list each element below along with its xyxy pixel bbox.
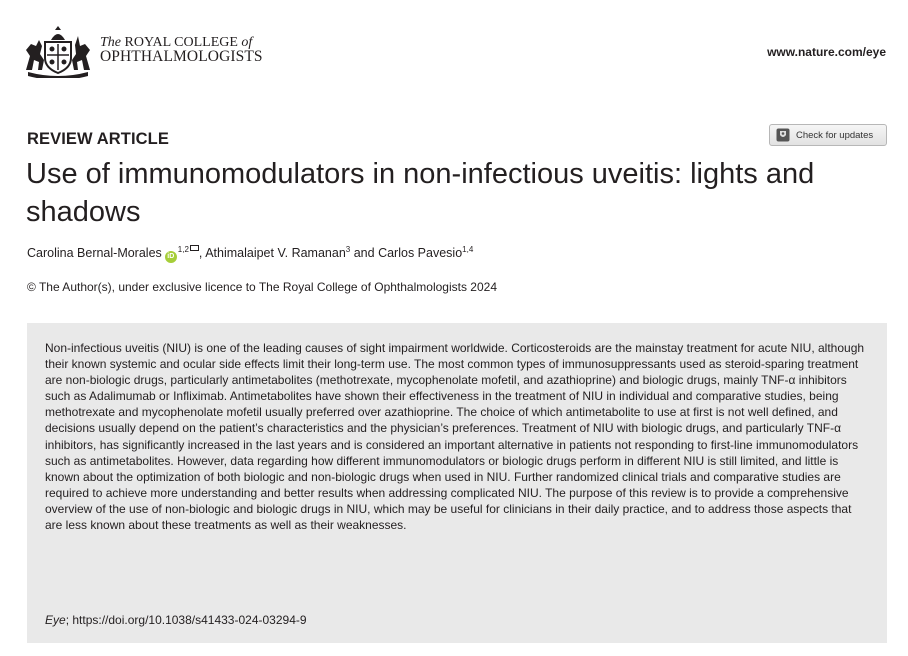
author-list bbox=[27, 245, 473, 263]
check-updates-label: Check for updates bbox=[796, 129, 874, 141]
journal-website-link[interactable]: www.nature.com/eye bbox=[767, 45, 886, 59]
author-affiliation: 1,2 bbox=[177, 244, 189, 254]
mail-icon[interactable] bbox=[190, 245, 199, 251]
article-title: Use of immunomodulators in non-infectious uveitis: lights and shadows bbox=[26, 158, 815, 228]
citation-doi[interactable]: ; https://doi.org/10.1038/s41433-024-03294-9 bbox=[65, 613, 307, 627]
article-type: REVIEW ARTICLE bbox=[27, 130, 169, 148]
check-updates-button[interactable] bbox=[769, 124, 887, 146]
college-name bbox=[100, 36, 263, 64]
author-name[interactable]: Carlos Pavesio bbox=[378, 246, 463, 260]
author-name[interactable]: Athimalaipet V. Ramanan bbox=[205, 246, 346, 260]
college-ophthalmologists: OPHTHALMOLOGISTS bbox=[100, 48, 263, 65]
abstract-panel bbox=[27, 323, 887, 643]
college-of: of bbox=[241, 35, 253, 50]
abstract-text: Non-infectious uveitis (NIU) is one of the leading causes of sight impairment worldwide. Corticosteroids are the mainstay treatment for acute NIU, although their known systemic and ocular side effects limit their long-term use. The most common types of immunosuppressants used as steroid-sparing treatment are non-biologic drugs, particularly antimetabolites (methotrexate, mycophenolate mofetil, and azathioprine) and biologic drugs, mainly TNF-α inhibitors such as Adalimumab or Infliximab. Antimetabolites have shown their effectiveness in the treatment of NIU in individual and comparative studies, being methotrexate and mycophenolate mofetil usually preferred over azathioprine. The choice of which antimetabolite to use at first is not well defined, and decisions usually depend on the patient’s characteristics and the physician’s preferences. Treatment of NIU with biologic drugs, and particularly TNF-α inhibitors, has significantly increased in the last years and is considered an important alternative in patients not responding to first-line immunomodulators such as antimetabolites. However, data regarding how different immunomodulators or biologic drugs perform in different NIU is still limited, and little is known about the optimization of both biologic and non-biologic drugs when used in NIU. Further randomized clinical trials and comparative studies are required to achieve more understanding and better results when addressing complicated NIU. The purpose of this review is to provide a comprehensive overview of the use of non-biologic and biologic drugs in NIU, which may be useful for clinicians in their daily practice, and to address those aspects that are less known about these treatments as well as their weaknesses. bbox=[45, 341, 865, 533]
author-affiliation: 3 bbox=[345, 244, 351, 254]
orcid-icon[interactable]: iD bbox=[165, 251, 177, 263]
author-name[interactable]: Carolina Bernal-Morales bbox=[27, 246, 162, 260]
page-header bbox=[0, 0, 908, 96]
college-the: The bbox=[100, 35, 121, 50]
author-separator: , bbox=[198, 246, 203, 260]
check-updates-icon bbox=[776, 128, 790, 142]
college-crest-icon bbox=[22, 26, 94, 78]
citation-journal: Eye bbox=[45, 613, 66, 627]
citation bbox=[45, 613, 307, 627]
author-affiliation: 1,4 bbox=[462, 244, 474, 254]
copyright-notice: © The Author(s), under exclusive licence to The Royal College of Ophthalmologists 2024 bbox=[27, 280, 497, 294]
author-conjunction: and bbox=[353, 246, 375, 260]
college-royal: ROYAL COLLEGE bbox=[124, 35, 238, 50]
